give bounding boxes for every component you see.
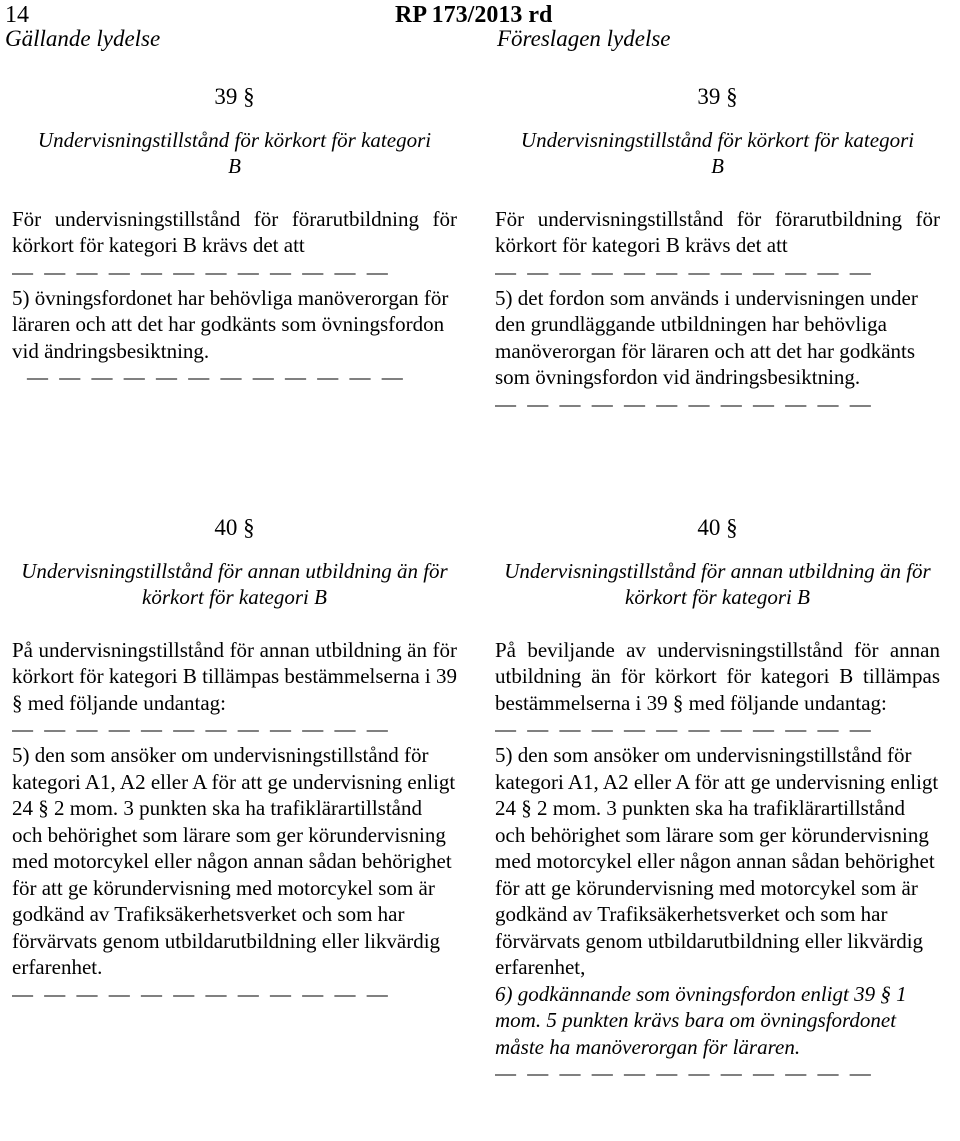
section-intro: På undervisningstillstånd för annan utbildning än för körkort för kategori B tillämpas bestämmelserna i 39 § med följande undantag: [12, 637, 457, 715]
section-intro: För undervisningstillstånd för förarutbildning för körkort för kategori B krävs det att [12, 206, 457, 257]
proposed-wording-label: Föreslagen lydelse [497, 26, 671, 51]
omission-marks: — — — — — — — — — — — — [27, 365, 406, 389]
section-heading: Undervisningstillstånd för körkort för kategori B [520, 127, 915, 178]
omission-marks: — — — — — — — — — — — — [12, 981, 391, 1006]
omission-marks: — — — — — — — — — — — — [495, 391, 874, 416]
omission-marks: — — — — — — — — — — — — [495, 259, 874, 284]
section-item-5: 5) övningsfordonet har behövliga manöverorgan för läraren och att det har godkänts som övningsfordon vid ändringsbesiktning. [12, 285, 449, 363]
omission-marks: — — — — — — — — — — — — [495, 717, 874, 741]
section-number: 39 § [214, 84, 255, 109]
section-number: 40 § [214, 515, 255, 540]
omission-marks: — — — — — — — — — — — — [12, 259, 391, 284]
proposed-section-39 [495, 84, 940, 417]
proposed-section-40 [495, 515, 940, 1086]
section-heading: Undervisningstillstånd för körkort för kategori B [37, 127, 432, 178]
section-item-6: 6) godkännande som övningsfordon enligt 39 § 1 mom. 5 punkten krävs bara om övningsfordonet måste ha manöverorgan för läraren. [495, 981, 907, 1059]
section-heading: Undervisningstillstånd för annan utbildning än för körkort för kategori B [504, 558, 931, 609]
current-section-39 [12, 84, 457, 390]
current-section-40 [12, 515, 457, 1007]
omission-marks: — — — — — — — — — — — — [495, 1061, 874, 1085]
section-number: 40 § [697, 515, 738, 540]
section-item-5: 5) det fordon som används i undervisningen under den grundläggande utbildningen har behövliga manöverorgan för läraren och att det har godkänts som övningsfordon vid ändringsbesiktning. [495, 285, 918, 389]
section-intro: För undervisningstillstånd för förarutbildning för körkort för kategori B krävs det att [495, 206, 940, 257]
section-intro: På beviljande av undervisningstillstånd för annan utbildning än för körkort för kategori B tillämpas bestämmelserna i 39 § med följande undantag: [495, 637, 940, 715]
section-number: 39 § [697, 84, 738, 109]
section-item-5: 5) den som ansöker om undervisningstillstånd för kategori A1, A2 eller A för att ge undervisning enligt 24 § 2 mom. 3 punkten ska ha trafiklärartillstånd och behörighet som lärare som ger körundervisning med motorcykel eller någon annan sådan behörighet för att ge körundervisning med motorcykel som är godkänd av Trafiksäkerhetsverket och som har förvärvats genom utbildarutbildning eller likvärdig erfarenhet. [12, 743, 456, 979]
omission-marks: — — — — — — — — — — — — [12, 717, 391, 741]
document-id: RP 173/2013 rd [395, 2, 553, 28]
section-heading: Undervisningstillstånd för annan utbildning än för körkort för kategori B [21, 558, 448, 609]
section-item-5: 5) den som ansöker om undervisningstillstånd för kategori A1, A2 eller A för att ge undervisning enligt 24 § 2 mom. 3 punkten ska ha trafiklärartillstånd och behörighet som lärare som ger körundervisning med motorcykel eller någon annan sådan behörighet för att ge körundervisning med motorcykel som är godkänd av Trafiksäkerhetsverket och som har förvärvats genom utbildarutbildning eller likvärdig erfarenhet, [495, 743, 939, 979]
current-wording-label: Gällande lydelse [5, 26, 161, 51]
page-number: 14 [5, 2, 29, 28]
